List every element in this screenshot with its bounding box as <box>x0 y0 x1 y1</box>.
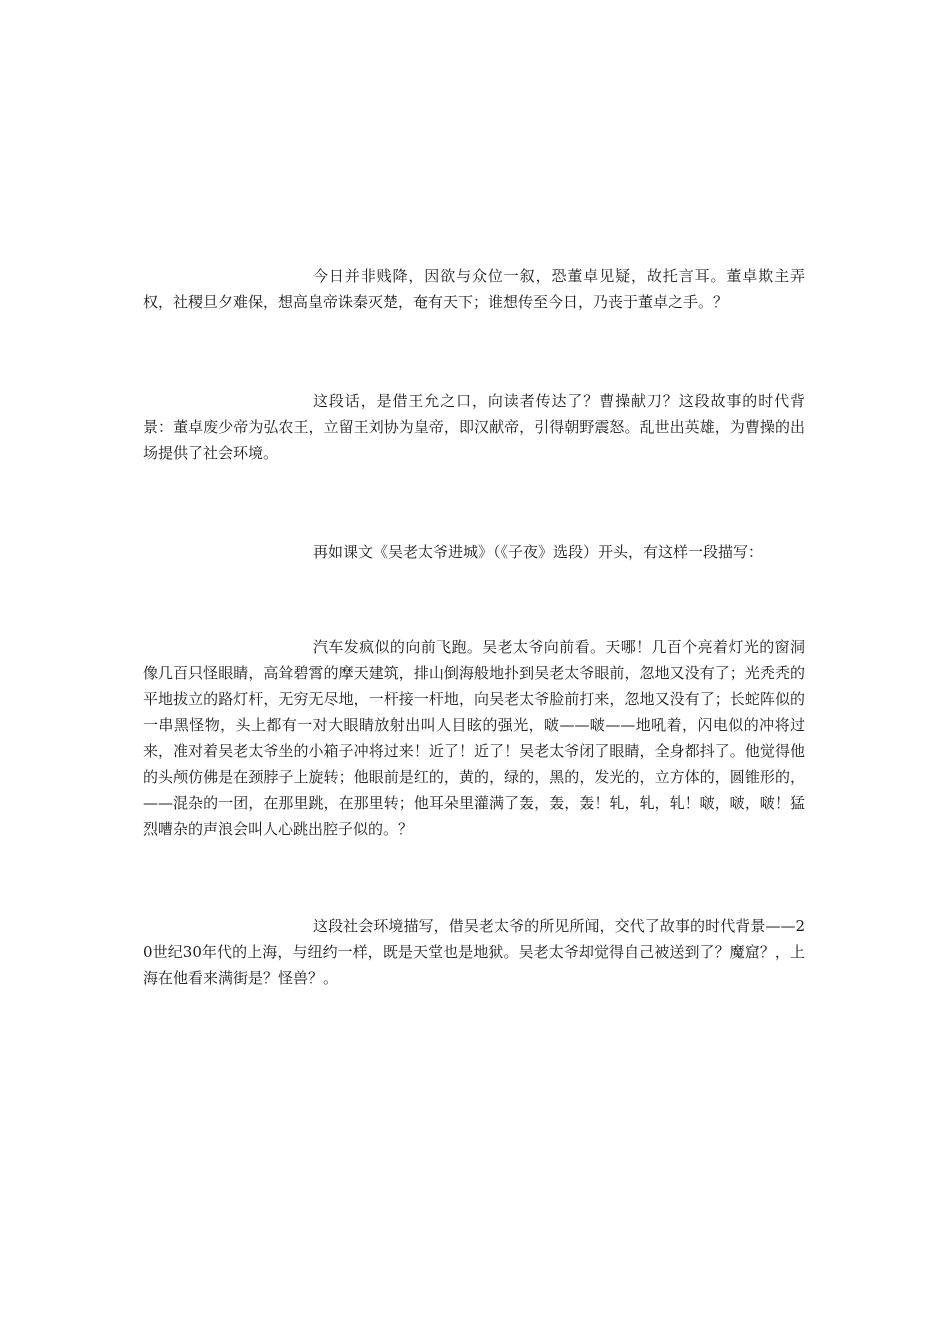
paragraph-analysis-shanghai: 这段社会环境描写，借吴老太爷的所见所闻，交代了故事的时代背景——20世纪30年代的上海，与纽约一样，既是天堂也是地狱。吴老太爷却觉得自己被送到了？魔窟？，上海在他看来满街是？怪兽？。 <box>143 917 805 987</box>
paragraph-analysis-dong-zhuo: 这段话，是借王允之口，向读者传达了？曹操献刀？这段故事的时代背景：董卓废少帝为弘农王，立留王刘协为皇帝，即汉献帝，引得朝野震怒。乱世出英雄，为曹操的出场提供了社会环境。 <box>143 392 805 462</box>
paragraph-quote-car-scene: 汽车发疯似的向前飞跑。吴老太爷向前看。天哪！几百个亮着灯光的窗洞像几百只怪眼睛，高耸碧霄的摩天建筑，排山倒海般地扑到吴老太爷眼前，忽地又没有了；光秃秃的平地拔立的路灯杆，无穷无尽地，一杆接一杆地，向吴老太爷脸前打来，忽地又没有了；长蛇阵似的一串黑怪物，头上都有一对大眼睛放射出叫人目眩的强光，啵——啵——地吼着，闪电似的冲将过来，准对着吴老太爷坐的小箱子冲将过来！近了！近了！吴老太爷闭了眼睛，全身都抖了。他觉得他的头颅仿佛是在颈脖子上旋转；他眼前是红的，黄的，绿的，黑的，发光的，立方体的，圆锥形的，——混杂的一团，在那里跳，在那里转；他耳朵里灌满了轰，轰，轰！轧，轧，轧！啵，啵，啵！猛烈嘈杂的声浪会叫人心跳出腔子似的。？ <box>143 638 805 838</box>
paragraph-intro-ziye: 再如课文《吴老太爷进城》（《子夜》选段）开头，有这样一段描写： <box>313 543 764 561</box>
paragraph-quote-wang-yun: 今日并非贱降，因欲与众位一叙，恐董卓见疑，故托言耳。董卓欺主弄权，社稷旦夕难保，想高皇帝诛秦灭楚，奄有天下；谁想传至今日，乃丧于董卓之手。？ <box>143 267 805 311</box>
